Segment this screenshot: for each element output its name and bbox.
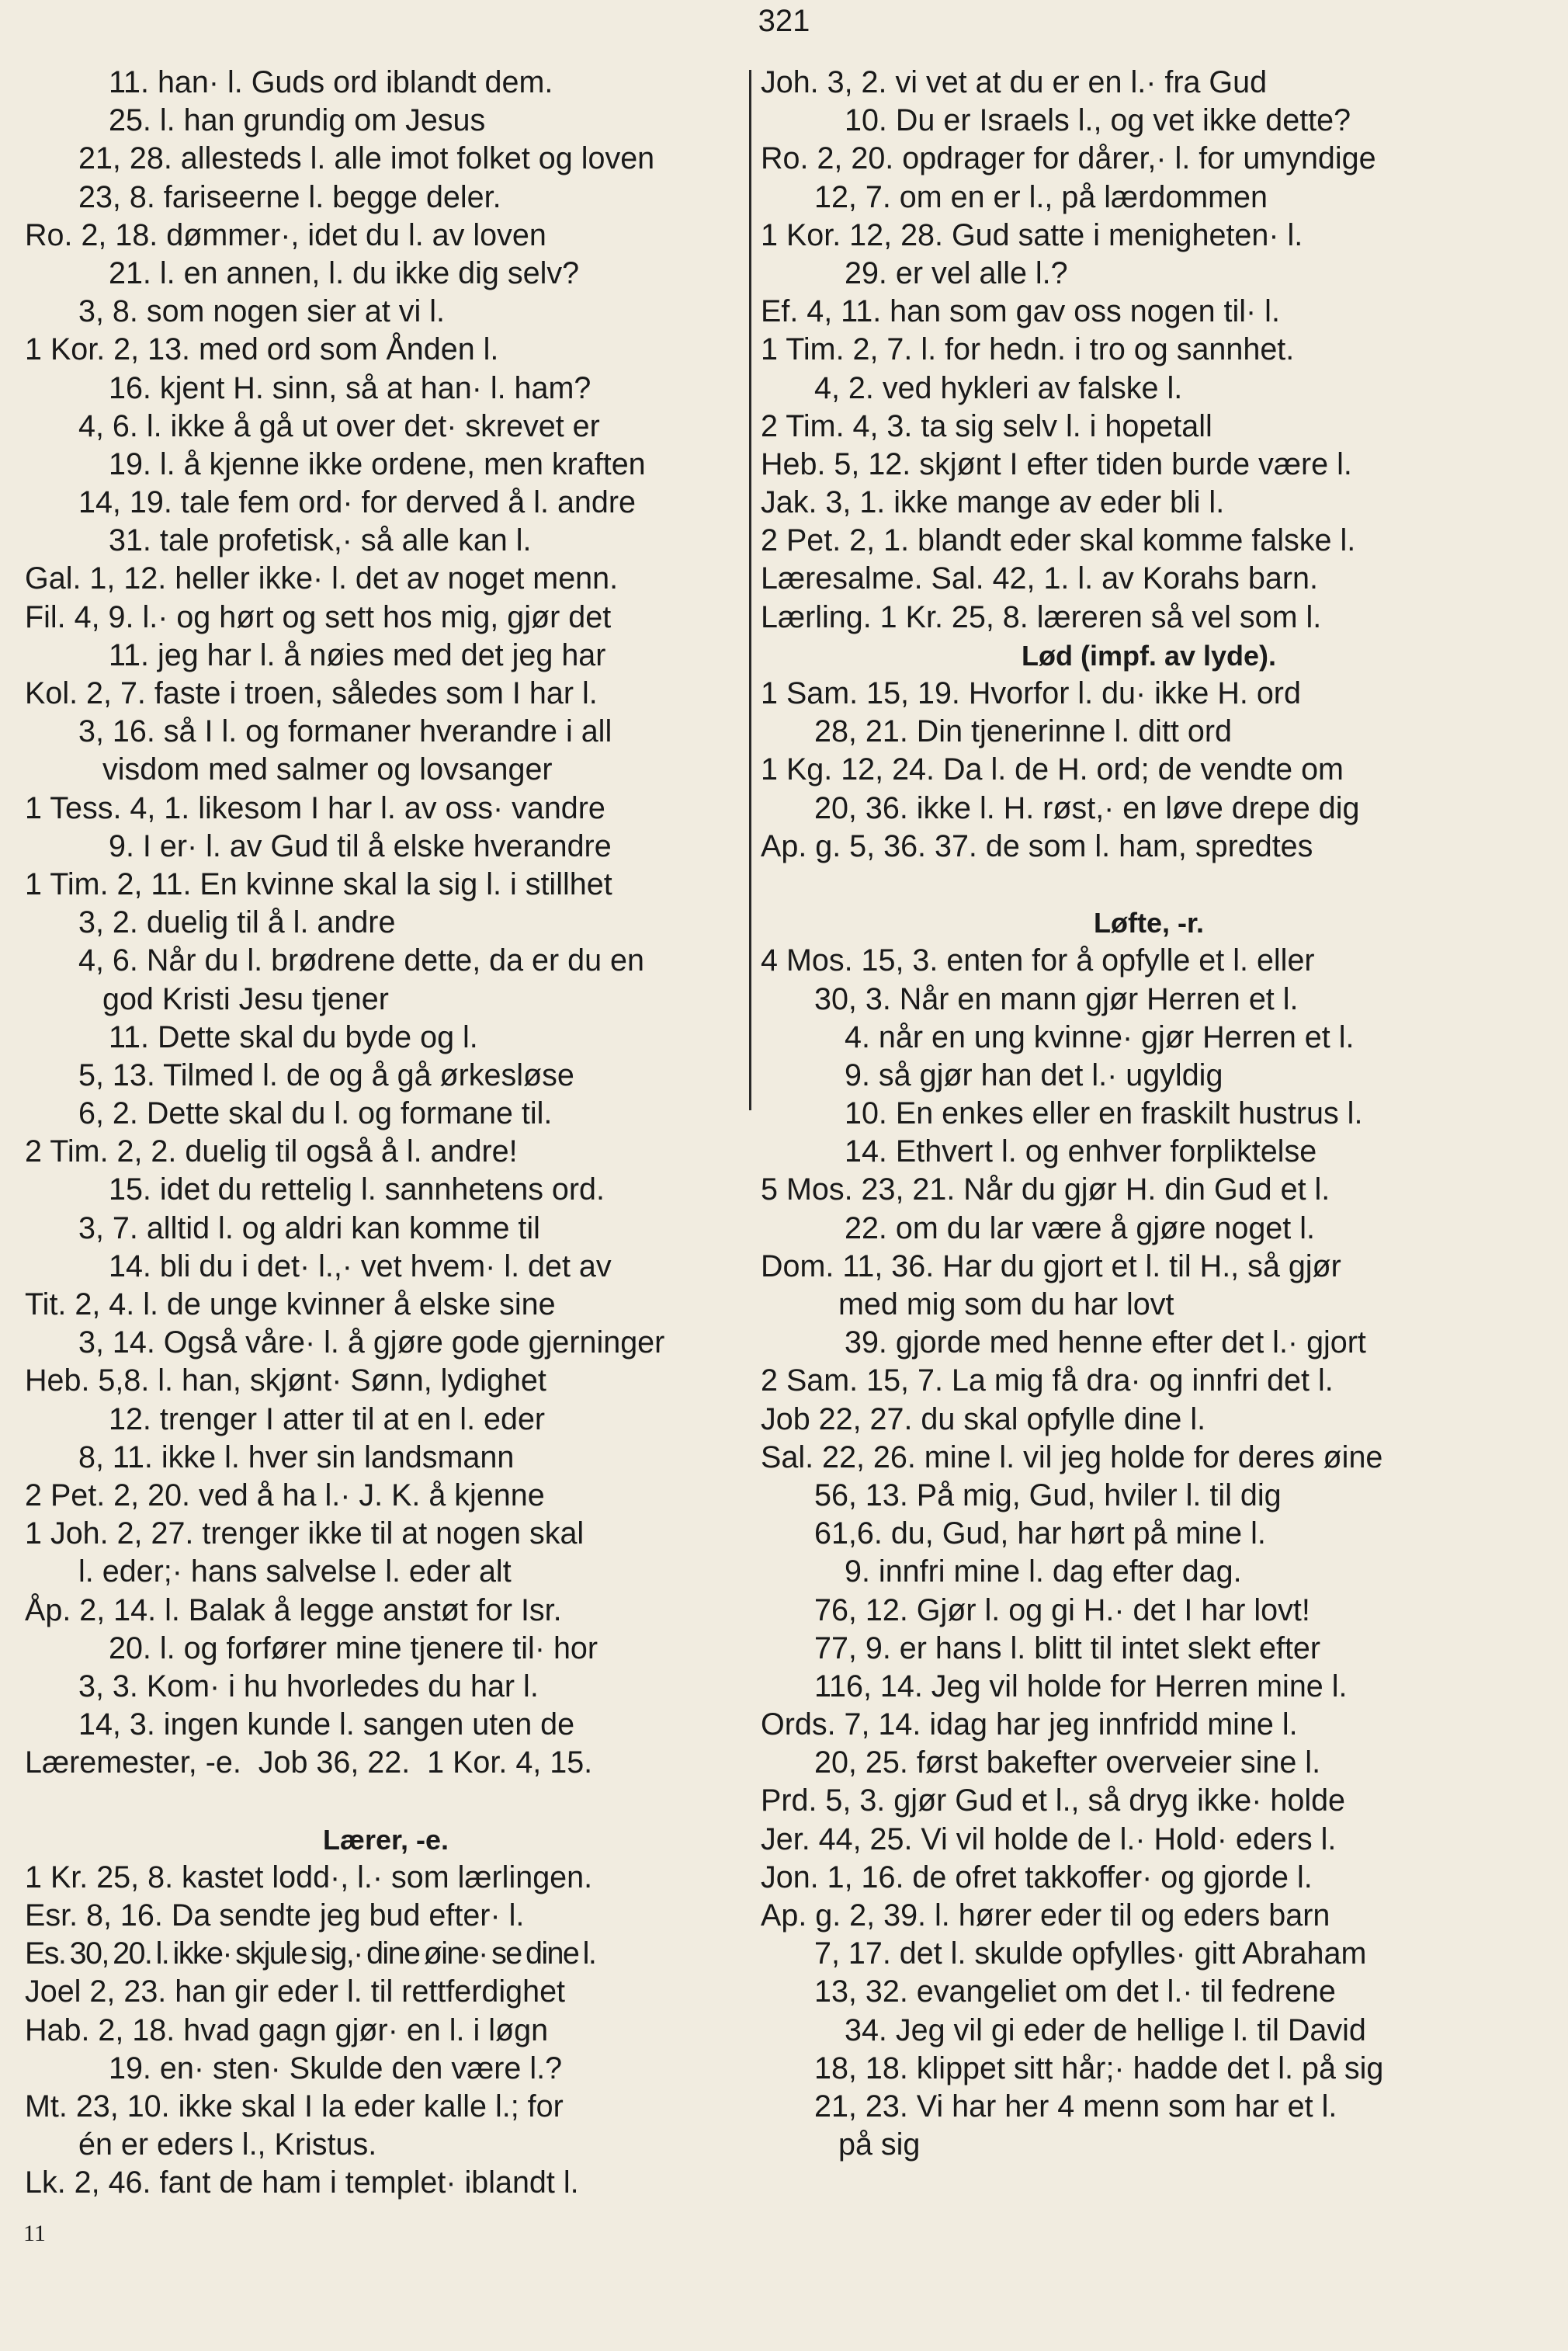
entry-line: 19. en· sten· Skulde den være l.? <box>109 2051 563 2085</box>
entry-line: Ap. g. 2, 39. l. hører eder til og eders barn <box>761 1898 1330 1933</box>
entry-line: 2 Tim. 4, 3. ta sig selv l. i hopetall <box>761 408 1212 443</box>
entry-line: Job 22, 27. du skal opfylle dine l. <box>761 1401 1206 1436</box>
entry-line: 2 Sam. 15, 7. La mig få dra· og innfri det l. <box>761 1363 1334 1398</box>
entry-line: 20, 36. ikke l. H. røst,· en løve drepe dig <box>814 790 1360 825</box>
entry-line: Ro. 2, 20. opdrager for dårer,· l. for umyndige <box>761 141 1376 176</box>
entry-line: 15. idet du rettelig l. sannhetens ord. <box>109 1172 605 1207</box>
entry-line: 3, 7. alltid l. og aldri kan komme til <box>78 1210 540 1245</box>
entry-line: Dom. 11, 36. Har du gjort et l. til H., så gjør <box>761 1248 1341 1283</box>
entry-line: 77, 9. er hans l. blitt til intet slekt efter <box>814 1630 1321 1665</box>
column-divider <box>749 70 751 1110</box>
entry-line: Heb. 5,8. l. han, skjønt· Sønn, lydighet <box>25 1363 546 1398</box>
entry-line: 5, 13. Tilmed l. de og å gå ørkesløse <box>78 1057 574 1092</box>
entry-line: Læremester, -e. Job 36, 22. 1 Kor. 4, 15. <box>25 1745 593 1780</box>
entry-line: 6, 2. Dette skal du l. og formane til. <box>78 1096 553 1131</box>
entry-line: 2 Pet. 2, 1. blandt eder skal komme falske l. <box>761 523 1356 558</box>
entry-line: 1 Kor. 12, 28. Gud satte i menigheten· l. <box>761 217 1303 252</box>
entry-line: 9. så gjør han det l.· ugyldig <box>845 1057 1223 1092</box>
entry-line: 3, 3. Kom· i hu hvorledes du har l. <box>78 1669 539 1703</box>
entry-line: 11. han· l. Guds ord iblandt dem. <box>109 65 553 99</box>
entry-line: 2 Tim. 2, 2. duelig til også å l. andre! <box>25 1134 518 1169</box>
entry-line: med mig som du har lovt <box>838 1287 1174 1321</box>
entry-line: 31. tale profetisk,· så alle kan l. <box>109 523 532 558</box>
entry-line: 1 Tim. 2, 7. l. for hedn. i tro og sannhet. <box>761 332 1295 367</box>
entry-line: Hab. 2, 18. hvad gagn gjør· en l. i løgn <box>25 2012 549 2047</box>
entry-line: 5 Mos. 23, 21. Når du gjør H. din Gud et l. <box>761 1172 1330 1207</box>
section-heading: Lød (impf. av lyde). <box>1021 639 1277 672</box>
entry-line: Heb. 5, 12. skjønt I efter tiden burde være l. <box>761 446 1352 481</box>
entry-line: 10. Du er Israels l., og vet ikke dette? <box>845 103 1351 138</box>
entry-line: Kol. 2, 7. faste i troen, således som I har l. <box>25 676 598 710</box>
entry-line: 23, 8. fariseerne l. begge deler. <box>78 179 501 214</box>
entry-line: 4, 6. Når du l. brødrene dette, da er du en <box>78 943 644 978</box>
entry-line: 4, 6. l. ikke å gå ut over det· skrevet er <box>78 408 600 443</box>
section-heading: Løfte, -r. <box>1094 907 1204 939</box>
entry-line: Tit. 2, 4. l. de unge kvinner å elske sine <box>25 1287 556 1321</box>
entry-line: Jer. 44, 25. Vi vil holde de l.· Hold· eders l. <box>761 1821 1337 1856</box>
signature-mark: 11 <box>23 2221 46 2246</box>
entry-line: 14, 19. tale fem ord· for derved å l. andre <box>78 485 636 520</box>
entry-line: Es. 30, 20. l. ikke· skjule sig,· dine øine· se dine l. <box>25 1936 596 1971</box>
entry-line: 20. l. og forfører mine tjenere til· hor <box>109 1630 598 1665</box>
entry-line: 3, 8. som nogen sier at vi l. <box>78 294 446 329</box>
entry-line: 76, 12. Gjør l. og gi H.· det I har lovt! <box>814 1592 1310 1627</box>
spacer <box>761 866 1537 904</box>
entry-line: 18, 18. klippet sitt hår;· hadde det l. på sig <box>814 2051 1384 2085</box>
entry-line: 4 Mos. 15, 3. enten for å opfylle et l. eller <box>761 943 1315 978</box>
entry-line: Esr. 8, 16. Da sendte jeg bud efter· l. <box>25 1898 525 1933</box>
entry-line: 1 Joh. 2, 27. trenger ikke til at nogen skal <box>25 1516 585 1551</box>
entry-line: 13, 32. evangeliet om det l.· til fedrene <box>814 1974 1336 2009</box>
entry-line: 14. Ethvert l. og enhver forpliktelse <box>845 1134 1317 1169</box>
entry-line: 4. når en ung kvinne· gjør Herren et l. <box>845 1019 1355 1054</box>
entry-line: 21. l. en annen, l. du ikke dig selv? <box>109 255 580 290</box>
entry-line: god Kristi Jesu tjener <box>102 981 389 1016</box>
entry-line: 3, 2. duelig til å l. andre <box>78 905 396 940</box>
entry-line: Jak. 3, 1. ikke mange av eder bli l. <box>761 485 1225 520</box>
entry-line: Ords. 7, 14. idag har jeg innfridd mine l. <box>761 1707 1298 1742</box>
spacer <box>25 1782 747 1820</box>
entry-line: 11. jeg har l. å nøies med det jeg har <box>109 637 606 672</box>
entry-line: 28, 21. Din tjenerinne l. ditt ord <box>814 714 1232 749</box>
entry-line: 25. l. han grundig om Jesus <box>109 103 486 138</box>
entry-line: 8, 11. ikke l. hver sin landsmann <box>78 1439 515 1474</box>
entry-line: 12. trenger I atter til at en l. eder <box>109 1401 546 1436</box>
entry-line: 21, 28. allesteds l. alle imot folket og loven <box>78 141 655 176</box>
entry-line: Lærling. 1 Kr. 25, 8. læreren så vel som l. <box>761 599 1322 634</box>
entry-line: Fil. 4, 9. l.· og hørt og sett hos mig, gjør det <box>25 599 612 634</box>
entry-line: 19. l. å kjenne ikke ordene, men kraften <box>109 446 646 481</box>
entry-line: Åp. 2, 14. l. Balak å legge anstøt for Isr. <box>25 1592 562 1627</box>
entry-line: 34. Jeg vil gi eder de hellige l. til David <box>845 2012 1366 2047</box>
entry-line: 22. om du lar være å gjøre noget l. <box>845 1210 1315 1245</box>
entry-line: l. eder;· hans salvelse l. eder alt <box>78 1554 512 1589</box>
entry-line: 39. gjorde med henne efter det l.· gjort <box>845 1325 1366 1360</box>
entry-line: 116, 14. Jeg vil holde for Herren mine l. <box>814 1669 1348 1703</box>
entry-line: 3, 16. så I l. og formaner hverandre i all <box>78 714 612 749</box>
entry-line: 14, 3. ingen kunde l. sangen uten de <box>78 1707 575 1742</box>
entry-line: 9. innfri mine l. dag efter dag. <box>845 1554 1242 1589</box>
entry-line: én er eders l., Kristus. <box>78 2127 377 2162</box>
entry-line: 1 Sam. 15, 19. Hvorfor l. du· ikke H. ord <box>761 676 1301 710</box>
entry-line: 4, 2. ved hykleri av falske l. <box>814 370 1183 405</box>
entry-line: 1 Tim. 2, 11. En kvinne skal la sig l. i stillhet <box>25 866 612 901</box>
entry-line: 11. Dette skal du byde og l. <box>109 1019 478 1054</box>
entry-line: 1 Tess. 4, 1. likesom I har l. av oss· vandre <box>25 790 605 825</box>
entry-line: Ro. 2, 18. dømmer·, idet du l. av loven <box>25 217 546 252</box>
entry-line: Jon. 1, 16. de ofret takkoffer· og gjorde l. <box>761 1860 1313 1894</box>
entry-line: 1 Kg. 12, 24. Da l. de H. ord; de vendte om <box>761 752 1344 787</box>
entry-line: 20, 25. først bakefter overveier sine l. <box>814 1745 1321 1780</box>
entry-line: Joel 2, 23. han gir eder l. til rettferdighet <box>25 1974 566 2009</box>
right-column <box>761 64 1537 2164</box>
entry-line: 30, 3. Når en mann gjør Herren et l. <box>814 981 1299 1016</box>
entry-line: 14. bli du i det· l.,· vet hvem· l. det av <box>109 1248 612 1283</box>
section-heading: Lærer, -e. <box>322 1823 449 1856</box>
entry-line: 3, 14. Også våre· l. å gjøre gode gjerninger <box>78 1325 665 1360</box>
entry-line: 2 Pet. 2, 20. ved å ha l.· J. K. å kjenne <box>25 1478 545 1512</box>
entry-line: Ef. 4, 11. han som gav oss nogen til· l. <box>761 294 1280 329</box>
entry-line: 56, 13. På mig, Gud, hviler l. til dig <box>814 1478 1282 1512</box>
entry-line: 10. En enkes eller en fraskilt hustrus l. <box>845 1096 1363 1131</box>
left-column <box>25 64 747 2203</box>
page-number: 321 <box>758 4 810 38</box>
entry-line: Joh. 3, 2. vi vet at du er en l.· fra Gud <box>761 65 1268 99</box>
entry-line: 9. I er· l. av Gud til å elske hverandre <box>109 828 612 863</box>
entry-line: 21, 23. Vi har her 4 menn som har et l. <box>814 2089 1337 2124</box>
entry-line: på sig <box>838 2127 921 2162</box>
entry-line: 12, 7. om en er l., på lærdommen <box>814 179 1268 214</box>
entry-line: 1 Kor. 2, 13. med ord som Ånden l. <box>25 332 499 367</box>
entry-line: Gal. 1, 12. heller ikke· l. det av noget menn. <box>25 561 619 596</box>
entry-line: 1 Kr. 25, 8. kastet lodd·, l.· som lærlingen. <box>25 1860 593 1894</box>
entry-line: 61,6. du, Gud, har hørt på mine l. <box>814 1516 1266 1551</box>
entry-line: 29. er vel alle l.? <box>845 255 1068 290</box>
entry-line: Mt. 23, 10. ikke skal I la eder kalle l.; for <box>25 2089 564 2124</box>
entry-line: Prd. 5, 3. gjør Gud et l., så dryg ikke· holde <box>761 1783 1346 1818</box>
entry-line: Ap. g. 5, 36. 37. de som l. ham, spredtes <box>761 828 1313 863</box>
entry-line: 16. kjent H. sinn, så at han· l. ham? <box>109 370 591 405</box>
entry-line: Lk. 2, 46. fant de ham i templet· iblandt l. <box>25 2165 579 2200</box>
entry-line: 7, 17. det l. skulde opfylles· gitt Abraham <box>814 1936 1367 1971</box>
entry-line: Læresalme. Sal. 42, 1. l. av Korahs barn. <box>761 561 1318 596</box>
entry-line: visdom med salmer og lovsanger <box>102 752 553 787</box>
entry-line: Sal. 22, 26. mine l. vil jeg holde for deres øine <box>761 1439 1383 1474</box>
